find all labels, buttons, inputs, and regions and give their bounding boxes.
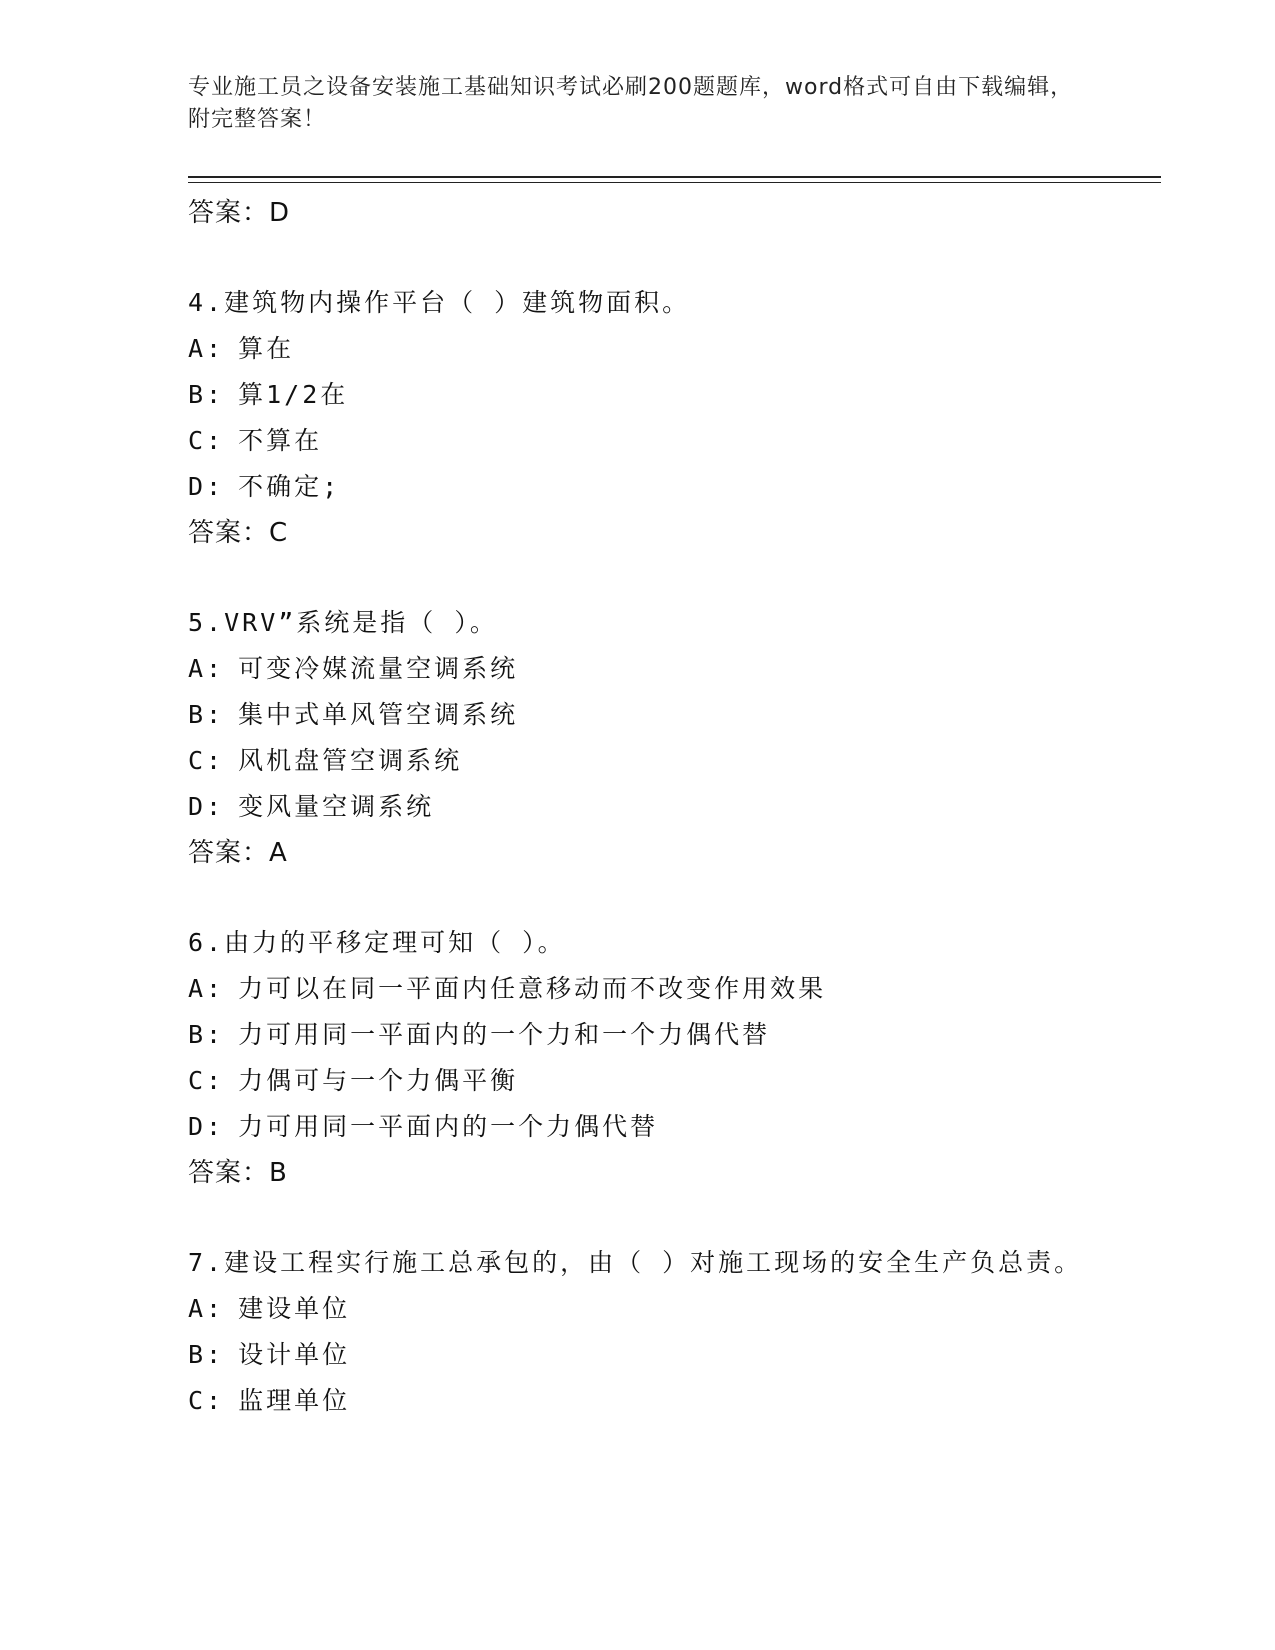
option-b: [188, 372, 1158, 418]
answer-line: [188, 510, 1158, 556]
option-text: 力可以在同一平面内任意移动而不改变作用效果: [238, 974, 827, 1003]
page-header-title: 专业施工员之设备安装施工基础知识考试必刷200题题库，word格式可自由下载编辑，附完整答案！: [188, 75, 1074, 132]
option-text: 不算在: [238, 426, 323, 455]
option-b: [188, 692, 1158, 738]
option-a: [188, 966, 1158, 1012]
option-letter: C:: [188, 1066, 225, 1095]
option-a: [188, 646, 1158, 692]
option-text: 力偶可与一个力偶平衡: [238, 1066, 519, 1095]
answer-value: C: [269, 518, 289, 548]
option-letter: C:: [188, 426, 225, 455]
question-item: [188, 280, 1158, 556]
question-item: [188, 600, 1158, 876]
answer-label: 答案：: [188, 1158, 270, 1188]
option-text: 设计单位: [238, 1340, 351, 1369]
option-letter: D:: [188, 1112, 225, 1141]
option-d: [188, 1104, 1158, 1150]
option-letter: C:: [188, 1386, 225, 1415]
option-letter: D:: [188, 792, 225, 821]
option-d: [188, 464, 1158, 510]
question-item: [188, 1240, 1158, 1424]
option-b: [188, 1012, 1158, 1058]
option-text: 可变冷媒流量空调系统: [238, 654, 519, 683]
answer-value: B: [269, 1158, 288, 1188]
option-text: 建设单位: [238, 1294, 351, 1323]
header-divider: [188, 176, 1161, 183]
question-text: 4.建筑物内操作平台（ ）建筑物面积。: [188, 288, 691, 317]
option-letter: D:: [188, 472, 225, 501]
answer-value: D: [269, 198, 291, 228]
answer-label: 答案：: [188, 198, 270, 228]
answer-label: 答案：: [188, 518, 270, 548]
question-text: 7.建设工程实行施工总承包的，由（ ）对施工现场的安全生产负总责。: [188, 1248, 1083, 1277]
option-letter: B:: [188, 700, 225, 729]
option-letter: A:: [188, 974, 225, 1003]
option-c: [188, 1058, 1158, 1104]
option-text: 力可用同一平面内的一个力和一个力偶代替: [238, 1020, 771, 1049]
option-letter: A:: [188, 1294, 225, 1323]
option-letter: B:: [188, 1020, 225, 1049]
option-c: [188, 1378, 1158, 1424]
document-body: [188, 190, 1158, 1424]
option-text: 不确定;: [238, 472, 341, 501]
option-text: 风机盘管空调系统: [238, 746, 463, 775]
option-letter: C:: [188, 746, 225, 775]
option-c: [188, 738, 1158, 784]
question-item: [188, 920, 1158, 1196]
answer-value: A: [269, 838, 288, 868]
option-text: 监理单位: [238, 1386, 351, 1415]
option-text: 力可用同一平面内的一个力偶代替: [238, 1112, 659, 1141]
option-a: [188, 1286, 1158, 1332]
option-letter: B:: [188, 1340, 225, 1369]
option-letter: A:: [188, 654, 225, 683]
answer-line: [188, 190, 1158, 236]
option-letter: B:: [188, 380, 225, 409]
question-text: 5.VRV”系统是指（ ）。: [188, 608, 498, 637]
option-text: 集中式单风管空调系统: [238, 700, 519, 729]
option-b: [188, 1332, 1158, 1378]
answer-line: [188, 1150, 1158, 1196]
answer-label: 答案：: [188, 838, 270, 868]
option-letter: A:: [188, 334, 225, 363]
option-text: 变风量空调系统: [238, 792, 435, 821]
question-text: 6.由力的平移定理可知（ ）。: [188, 928, 566, 957]
option-a: [188, 326, 1158, 372]
option-text: 算在: [238, 334, 295, 363]
option-text: 算1/2在: [238, 380, 349, 409]
answer-line: [188, 830, 1158, 876]
option-d: [188, 784, 1158, 830]
option-c: [188, 418, 1158, 464]
